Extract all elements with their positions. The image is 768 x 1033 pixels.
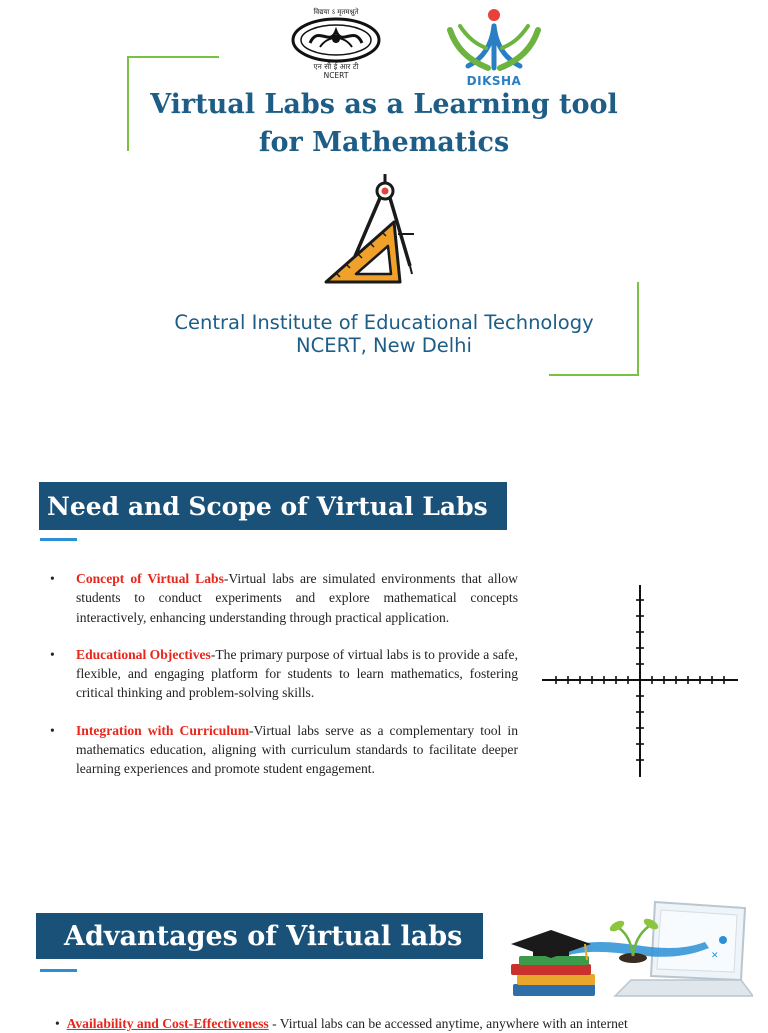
ncert-logo	[286, 8, 386, 80]
bullet-dot: •	[50, 722, 55, 738]
ncert-logo-text	[286, 62, 386, 80]
section-heading-advantages: Advantages of Virtual labs	[36, 913, 483, 959]
diksha-logo-text: DIKSHA	[466, 74, 522, 88]
institute-line-2: NCERT, New Delhi	[296, 334, 472, 357]
svg-text:✕: ✕	[711, 951, 719, 961]
diksha-emblem-icon	[446, 8, 542, 74]
bullet-text: -Virtual labs are simulated environments that allow students to conduct experiments and explore mathematical concepts interactively, enhancing understanding through practical application.	[76, 571, 518, 625]
institute-name	[100, 311, 668, 357]
bullet-dot: •	[50, 646, 55, 662]
heading-accent-line	[40, 538, 77, 541]
books-laptop-graduation-cap-illustration	[505, 900, 753, 1000]
title-line-1: Virtual Labs as a Learning tool	[150, 89, 618, 120]
coordinate-axes-icon	[540, 583, 740, 779]
list-item	[50, 569, 518, 627]
bullet-text: -Virtual labs serve as a complementary tool in mathematics education, aligning with curriculum standards to facilitate deeper learning experiences and promote student engagement.	[76, 722, 518, 777]
institute-line-1: Central Institute of Educational Technology	[174, 311, 594, 334]
frame-corner-bottom-right	[549, 374, 639, 376]
ncert-latin-text: NCERT	[323, 71, 349, 80]
section-heading-need-scope: Need and Scope of Virtual Labs	[39, 482, 507, 530]
heading-accent-line	[40, 969, 77, 972]
ncert-motto: विद्यया ऽ मृतमश्नुते	[313, 8, 359, 16]
bullet-dot: •	[50, 571, 55, 586]
compass-and-set-square-icon	[318, 170, 418, 290]
bullet-text: -The primary purpose of virtual labs is to provide a safe, flexible, and engaging platform for students to learn mathematics, fostering critical thinking and problem-solving skills.	[76, 646, 518, 701]
frame-corner-top-left	[127, 56, 219, 58]
bullet-term: Availability and Cost-Effectiveness	[66, 1016, 269, 1031]
list-item	[50, 645, 518, 703]
bullet-dot: •	[55, 1016, 67, 1031]
bullet-text: - Virtual labs can be accessed anytime, anywhere with an internet	[268, 1016, 628, 1031]
bullet-list	[50, 569, 518, 797]
bullet-term: Concept of Virtual Labs	[76, 571, 224, 586]
title-line-2: for Mathematics	[258, 127, 510, 158]
diksha-logo	[442, 8, 546, 92]
ncert-hindi-text: एन सी ई आर टी	[313, 62, 359, 71]
ncert-emblem-icon	[290, 17, 382, 63]
list-item	[50, 721, 518, 779]
bullet-term: Integration with Curriculum	[76, 722, 250, 738]
page-title	[120, 86, 648, 162]
bullet-term: Educational Objectives	[76, 646, 211, 662]
